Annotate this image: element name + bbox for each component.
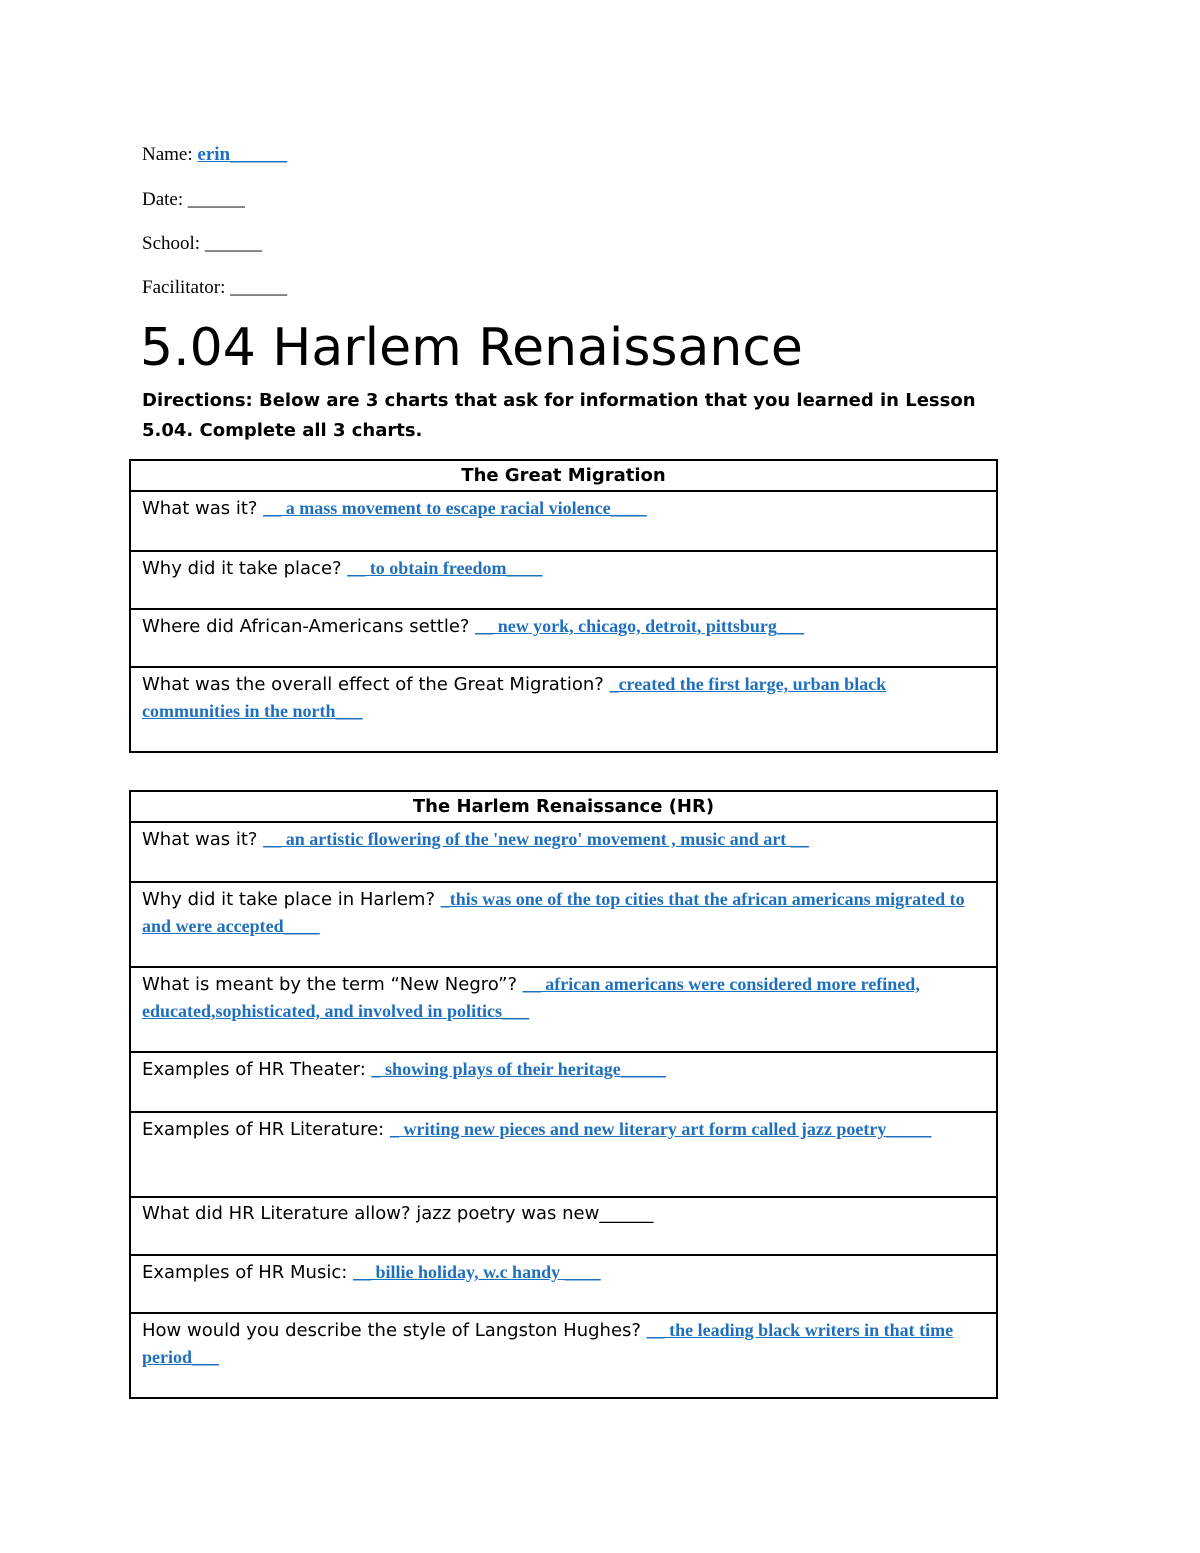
- row-question: What was it?: [142, 498, 264, 519]
- row-answer[interactable]: __ billie holiday, w.c handy ____: [353, 1262, 601, 1282]
- row-question: Why did it take place?: [142, 558, 348, 579]
- great-migration-chart: [129, 459, 998, 753]
- facilitator-label: Facilitator:: [142, 277, 226, 298]
- row-question: Examples of HR Literature:: [142, 1119, 390, 1140]
- school-label: School:: [142, 233, 201, 254]
- row-question: What did HR Literature allow? jazz poetry was new: [142, 1203, 600, 1224]
- date-value[interactable]: ______: [187, 189, 245, 210]
- row-answer[interactable]: __ new york, chicago, detroit, pittsburg___: [475, 616, 804, 636]
- date-field: [142, 189, 245, 211]
- row-question: Where did African-Americans settle?: [142, 616, 476, 637]
- chart-row: [130, 491, 997, 551]
- chart-row: [130, 882, 997, 967]
- row-answer[interactable]: __ the leading black writers in that time period___: [142, 1320, 954, 1367]
- row-question: What was the overall effect of the Great Migration?: [142, 674, 610, 695]
- row-question: What was it?: [142, 829, 264, 850]
- chart-row: [130, 967, 997, 1052]
- page-title: 5.04 Harlem Renaissance: [140, 318, 803, 378]
- row-answer[interactable]: __ a mass movement to escape racial violence____: [263, 498, 647, 518]
- name-field: [142, 144, 287, 166]
- chart-row: [130, 609, 997, 667]
- chart-row: [130, 822, 997, 882]
- directions: Directions: Below are 3 charts that ask for information that you learned in Lesson 5.04. Complete all 3 charts.: [142, 390, 976, 441]
- row-question: Examples of HR Theater:: [142, 1059, 372, 1080]
- row-question: Why did it take place in Harlem?: [142, 889, 441, 910]
- name-answer: erin: [197, 144, 231, 165]
- row-question: What is meant by the term “New Negro”?: [142, 974, 523, 995]
- row-answer[interactable]: _this was one of the top cities that the african americans migrated to and were accepted____: [142, 889, 965, 936]
- name-value[interactable]: [197, 144, 287, 165]
- chart-heading: The Great Migration: [130, 460, 997, 491]
- date-label: Date:: [142, 189, 184, 210]
- row-question: Examples of HR Music:: [142, 1262, 354, 1283]
- row-answer[interactable]: __ an artistic flowering of the 'new negro' movement , music and art __: [263, 829, 809, 849]
- chart-row: [130, 1052, 997, 1112]
- chart-heading: The Harlem Renaissance (HR): [130, 791, 997, 822]
- row-answer[interactable]: __ african americans were considered more refined, educated,sophisticated, and involved in politics___: [142, 974, 920, 1021]
- row-answer[interactable]: _created the first large, urban black communities in the north___: [142, 674, 887, 721]
- harlem-renaissance-chart: [129, 790, 998, 1399]
- name-label: Name:: [142, 144, 193, 165]
- chart-row: [130, 1112, 997, 1197]
- chart-row: [130, 1255, 997, 1313]
- school-value[interactable]: ______: [204, 233, 262, 254]
- chart-row: [130, 1313, 997, 1398]
- chart-row: [130, 667, 997, 752]
- row-question: How would you describe the style of Langston Hughes?: [142, 1320, 647, 1341]
- school-field: [142, 233, 262, 255]
- row-answer[interactable]: _ showing plays of their heritage_____: [371, 1059, 666, 1079]
- name-underline: ______: [230, 144, 288, 165]
- facilitator-field: [142, 277, 287, 299]
- row-answer[interactable]: _ writing new pieces and new literary art form called jazz poetry_____: [389, 1119, 932, 1139]
- row-answer[interactable]: ______: [599, 1203, 654, 1224]
- chart-row: [130, 551, 997, 609]
- facilitator-value[interactable]: ______: [230, 277, 288, 298]
- chart-row: [130, 1197, 997, 1255]
- row-answer[interactable]: __ to obtain freedom____: [347, 558, 543, 578]
